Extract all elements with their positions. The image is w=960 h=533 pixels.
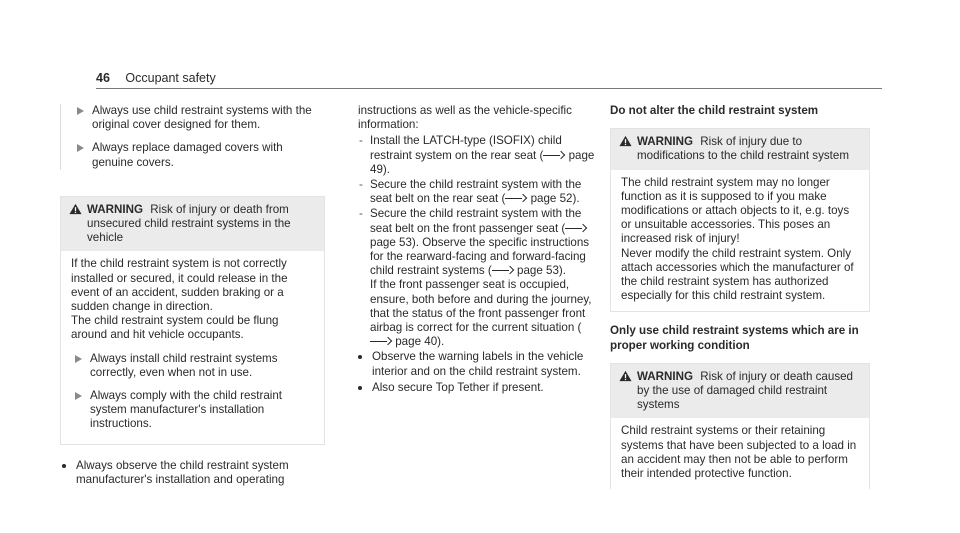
page-reference[interactable]: page 53). [517, 264, 566, 278]
warning-header [611, 364, 869, 419]
warning-body: Child restraint systems or their retaining systems that have been subjected to a load in an accident may then not be able to perform their intended protective function. [621, 424, 857, 481]
warning-title: WARNING [87, 202, 144, 216]
warning-heading: Risk of injury due to modifications to the child restraint system [637, 135, 849, 163]
warning-header [611, 129, 869, 169]
warning-box [60, 196, 325, 445]
section-heading: Do not alter the child restraint system [610, 104, 819, 117]
page-reference[interactable]: page 53). Observe the specific instructions for the rearward-facing and forward-facing child restraint systems ( [370, 235, 590, 278]
list-item: Always observe the child restraint system manufacturer's installation and operating [60, 459, 325, 487]
list-item: Always comply with the child restraint system manufacturer's installation instructions. [71, 389, 314, 432]
warning-triangle-icon [619, 135, 632, 147]
page-reference-arrow-icon[interactable] [505, 195, 527, 203]
bullet-icon [62, 464, 66, 468]
arrow-right-icon [75, 392, 82, 400]
column-middle [356, 104, 598, 397]
warning-box [610, 128, 870, 312]
warning-triangle-icon [619, 370, 632, 382]
arrow-right-icon [77, 107, 84, 115]
section-heading: Only use child restraint systems which are in proper working condition [610, 324, 859, 352]
page-header [96, 71, 216, 85]
list-item: Observe the warning labels in the vehicle interior and on the child restraint system. [356, 350, 598, 378]
page-reference[interactable]: page 40). [395, 335, 445, 349]
warning-header [61, 197, 324, 252]
arrow-right-icon [75, 355, 82, 363]
warning-title: WARNING [637, 369, 694, 383]
page-reference-arrow-icon[interactable] [492, 267, 514, 275]
page-reference-arrow-icon[interactable] [370, 338, 392, 346]
list-item: Also secure Top Tether if present. [356, 381, 598, 395]
warning-box [610, 363, 870, 489]
warning-title: WARNING [637, 135, 694, 149]
page-reference[interactable]: page 49). [370, 148, 595, 176]
header-divider [96, 88, 882, 89]
list-item: - Install the LATCH-type (ISOFIX) child restraint system on the rear seat ( page 49). [359, 134, 595, 176]
column-right [610, 104, 870, 489]
warning-body: If the child restraint system is not correctly installed or secured, it could release in the event of an accident, sudden braking or a sudden change in direction. The child restraint system could be flung around and hit vehicle occupants. Always install child restraint systems correctly, even when not in use. Always comply with the child restraint system manufacturer's installation instructions. [61, 251, 324, 443]
intro-text: instructions as well as the vehicle-specific information: [358, 104, 572, 132]
list-item: Always install child restraint systems correctly, even when not in use. [71, 352, 314, 380]
warning-heading: Risk of injury or death from unsecured child restraint systems in the vehicle [87, 202, 291, 245]
list-item: Always replace damaged covers with genuine covers. [73, 141, 325, 169]
page-reference-arrow-icon[interactable] [565, 225, 587, 233]
list-item: - Secure the child restraint system with the seat belt on the rear seat ( page 52). [359, 178, 582, 206]
list-item: Always use child restraint systems with the original cover designed for them. [73, 104, 325, 132]
warning-triangle-icon [69, 203, 82, 215]
page-title: Occupant safety [125, 71, 216, 85]
page-reference-arrow-icon[interactable] [543, 152, 565, 160]
column-left [60, 104, 325, 489]
page-number: 46 [96, 71, 110, 85]
arrow-right-icon [77, 144, 84, 152]
bullet-icon [358, 355, 362, 359]
bullet-icon [358, 386, 362, 390]
list-item: - Secure the child restraint system with the seat belt on the front passenger seat ( page 53). Observe the specific instructions for the rearward-facing and forward-facing child restraint systems ( page 53). If the front passenger seat is occupied, ensure, both before and during the journey, that the status of the front passenger front airbag is correct for the current situation ( page 40). [359, 207, 592, 349]
warning-body: The child restraint system may no longer function as it is supposed to if you make modifications or attach objects to it, e.g. toys or unsuitable accessories. This poses an increased risk of injury! Never modify the child restraint system. Only attach accessories which the manufacturer of the child restraint system has authorized especially for this child restraint system. [621, 175, 854, 303]
warning-heading: Risk of injury or death caused by the use of damaged child restraint systems [637, 369, 854, 412]
page-reference[interactable]: page 52). [530, 192, 580, 206]
arrow-list [60, 104, 325, 170]
